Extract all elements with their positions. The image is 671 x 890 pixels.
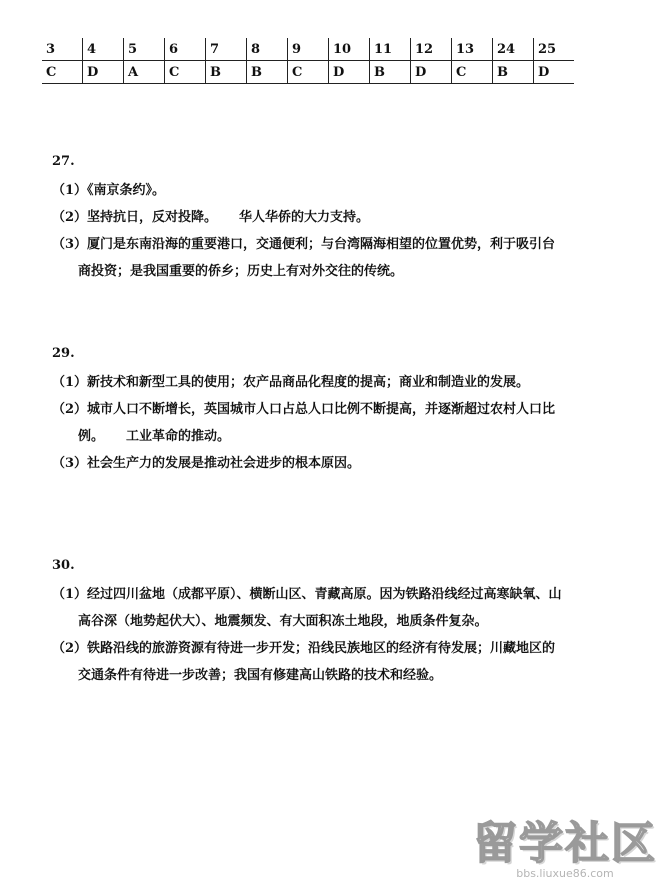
site-watermark <box>473 807 657 880</box>
question-number-label: 29. <box>52 346 75 361</box>
question-number: 24 <box>493 38 534 61</box>
answer-letter: A <box>124 61 165 84</box>
question-30 <box>52 552 632 689</box>
question-number-label: 30. <box>52 558 75 573</box>
question-number-row <box>42 38 574 61</box>
question-number: 3 <box>42 38 83 61</box>
question-number: 7 <box>206 38 247 61</box>
answer-line-continuation: 高谷深（地势起伏大）、地震频发、有大面积冻土地段，地质条件复杂。 <box>78 614 488 629</box>
answer-letter: D <box>411 61 452 84</box>
answer-line-text: 华人华侨的大力支持。 <box>239 210 370 225</box>
answer-line <box>52 204 632 231</box>
answer-line-text: 例。 <box>78 429 105 444</box>
answer-line-text: （2）坚持抗日，反对投降。 <box>52 210 218 225</box>
question-number: 13 <box>452 38 493 61</box>
question-number: 5 <box>124 38 165 61</box>
answer-line: （2）城市人口不断增长，英国城市人口占总人口比例不断提高，并逐渐超过农村人口比 <box>52 402 556 417</box>
watermark-url: bbs.liuxue86.com <box>516 867 614 880</box>
question-number: 4 <box>83 38 124 61</box>
question-number: 12 <box>411 38 452 61</box>
question-number: 8 <box>247 38 288 61</box>
question-number: 10 <box>329 38 370 61</box>
answer-line-continuation <box>52 423 632 450</box>
answer-table <box>42 38 574 84</box>
question-number: 11 <box>370 38 411 61</box>
answer-letter: C <box>42 61 83 84</box>
answer-line: （1）经过四川盆地（成都平原）、横断山区、青藏高原。因为铁路沿线经过高寒缺氧、山 <box>52 587 562 602</box>
question-number: 9 <box>288 38 329 61</box>
answer-line: （1）新技术和新型工具的使用；农产品商品化程度的提高；商业和制造业的发展。 <box>52 375 530 390</box>
answer-line: （1）《南京条约》。 <box>52 183 166 198</box>
question-number: 6 <box>165 38 206 61</box>
question-number: 25 <box>534 38 575 61</box>
answer-row <box>42 61 574 84</box>
answer-letter: D <box>534 61 575 84</box>
answer-letter: B <box>370 61 411 84</box>
answer-letter: D <box>329 61 370 84</box>
answer-letter: C <box>452 61 493 84</box>
answer-letter: B <box>247 61 288 84</box>
question-number-label: 27. <box>52 154 75 169</box>
answer-line-continuation: 交通条件有待进一步改善；我国有修建高山铁路的技术和经验。 <box>78 668 443 683</box>
answer-line: （2）铁路沿线的旅游资源有待进一步开发；沿线民族地区的经济有待发展；川藏地区的 <box>52 641 556 656</box>
answer-letter: C <box>288 61 329 84</box>
answer-line: （3）社会生产力的发展是推动社会进步的根本原因。 <box>52 456 361 471</box>
question-27 <box>52 148 632 285</box>
answer-line-continuation: 商投资；是我国重要的侨乡；历史上有对外交往的传统。 <box>78 264 404 279</box>
watermark-logo-text: 留学社区 <box>473 818 657 869</box>
answer-letter: B <box>493 61 534 84</box>
answer-line: （3）厦门是东南沿海的重要港口，交通便利；与台湾隔海相望的位置优势，利于吸引台 <box>52 237 556 252</box>
answer-letter: D <box>83 61 124 84</box>
answer-line-text: 工业革命的推动。 <box>126 429 231 444</box>
question-29 <box>52 340 632 477</box>
answer-letter: B <box>206 61 247 84</box>
answer-letter: C <box>165 61 206 84</box>
